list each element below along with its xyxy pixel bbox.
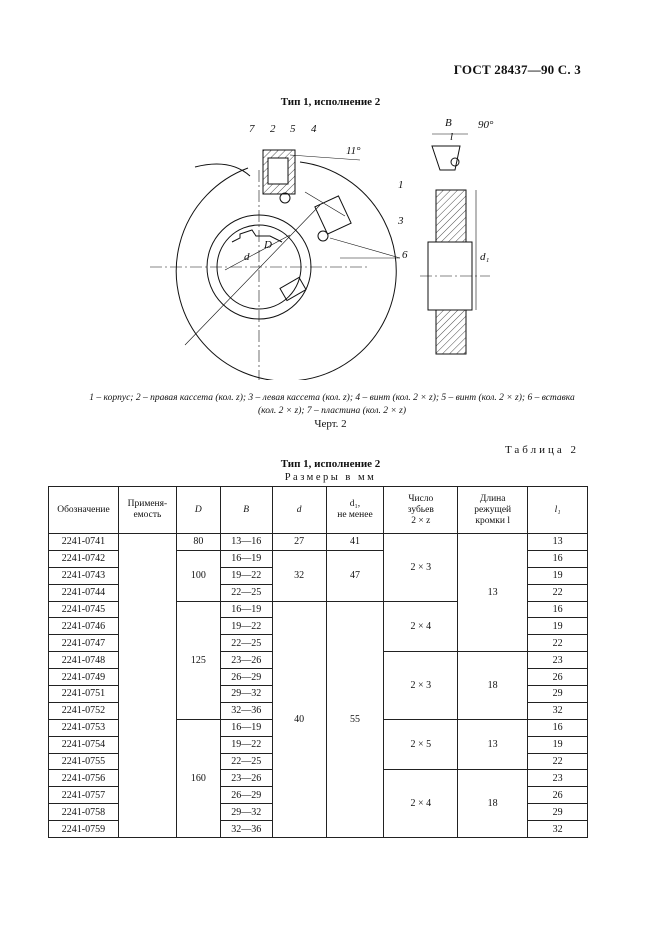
cell-B: 19—22	[220, 618, 272, 635]
cell-l1: 16	[528, 601, 588, 618]
cell-edge-length: 18	[458, 652, 528, 720]
cell-B: 22—25	[220, 753, 272, 770]
cell-D: 160	[176, 719, 220, 837]
cell-l1: 26	[528, 787, 588, 804]
cell-D: 100	[176, 550, 220, 601]
cell-code: 2241-0751	[49, 686, 119, 703]
table-title: Тип 1, исполнение 2	[280, 458, 381, 470]
cell-l1: 16	[528, 550, 588, 567]
cell-l1: 13	[528, 534, 588, 551]
cell-applicability	[118, 534, 176, 838]
cell-l1: 19	[528, 736, 588, 753]
callout-2: 2	[270, 123, 276, 135]
angle-90: 90°	[478, 119, 494, 131]
cell-edge-length: 13	[458, 719, 528, 770]
cell-code: 2241-0745	[49, 601, 119, 618]
cell-B: 29—32	[220, 804, 272, 821]
cell-D: 125	[176, 601, 220, 719]
cell-B: 16—19	[220, 550, 272, 567]
figure-label: Черт. 2	[314, 418, 347, 430]
table-label: Таблица 2	[504, 444, 579, 456]
cell-edge-length: 13	[458, 534, 528, 652]
cell-l1: 32	[528, 821, 588, 838]
cell-d1: 41	[326, 534, 384, 551]
cutter-front-view	[150, 150, 400, 380]
cell-l1: 29	[528, 804, 588, 821]
cell-code: 2241-0753	[49, 719, 119, 736]
cell-code: 2241-0754	[49, 736, 119, 753]
cell-l1: 22	[528, 584, 588, 601]
cell-l1: 29	[528, 686, 588, 703]
cell-B: 22—25	[220, 635, 272, 652]
figure-title: Тип 1, исполнение 2	[280, 96, 381, 108]
cell-code: 2241-0752	[49, 702, 119, 719]
cell-code: 2241-0747	[49, 635, 119, 652]
dim-l: l	[450, 131, 454, 143]
header-l1: l₁	[528, 487, 588, 534]
header-B: B	[220, 487, 272, 534]
cell-B: 32—36	[220, 702, 272, 719]
header-d: d	[272, 487, 326, 534]
cell-d: 40	[272, 601, 326, 837]
table-units: Размеры в мм	[284, 472, 377, 483]
cell-B: 26—29	[220, 669, 272, 686]
cell-teeth: 2 × 3	[384, 652, 458, 720]
dim-B: B	[445, 117, 452, 129]
header-teeth: Число зубьев 2 × z	[384, 487, 458, 534]
page-header: ГОСТ 28437—90 С. 3	[453, 62, 581, 77]
cell-code: 2241-0743	[49, 567, 119, 584]
cell-d1: 47	[326, 550, 384, 601]
callout-3: 3	[398, 215, 404, 227]
caption-line-2: (кол. 2 × z); 7 – пластина (кол. 2 × z)	[257, 406, 407, 416]
technical-drawing	[0, 110, 661, 380]
cell-code: 2241-0744	[49, 584, 119, 601]
cell-l1: 16	[528, 719, 588, 736]
cell-l1: 19	[528, 567, 588, 584]
cell-l1: 22	[528, 635, 588, 652]
angle-11: 11°	[346, 145, 361, 157]
cell-B: 23—26	[220, 770, 272, 787]
callout-4: 4	[311, 123, 317, 135]
header-edge-length: Длина режущей кромки l	[458, 487, 528, 534]
cell-code: 2241-0741	[49, 534, 119, 551]
dim-d1: d₁	[480, 251, 490, 263]
cell-d: 32	[272, 550, 326, 601]
header-designation: Обозначение	[49, 487, 119, 534]
callout-1: 1	[398, 179, 404, 191]
callout-6: 6	[402, 249, 408, 261]
cell-l1: 23	[528, 652, 588, 669]
cell-l1: 26	[528, 669, 588, 686]
figure-caption	[52, 392, 612, 418]
cell-edge-length: 18	[458, 770, 528, 838]
cell-l1: 32	[528, 702, 588, 719]
cell-code: 2241-0756	[49, 770, 119, 787]
caption-line-1: 1 – корпус; 2 – правая кассета (кол. z); 3 – левая кассета (кол. z); 4 – винт (кол. 2 × z); 5 – винт (кол. 2 × z); 6 – вставка	[89, 393, 575, 403]
cell-B: 29—32	[220, 686, 272, 703]
header-applicability: Применя- емость	[118, 487, 176, 534]
cell-teeth: 2 × 4	[384, 601, 458, 652]
cell-l1: 22	[528, 753, 588, 770]
dim-d: d	[244, 251, 250, 263]
cell-B: 19—22	[220, 736, 272, 753]
cell-code: 2241-0749	[49, 669, 119, 686]
header-D: D	[176, 487, 220, 534]
cell-teeth: 2 × 5	[384, 719, 458, 770]
cell-code: 2241-0757	[49, 787, 119, 804]
table-header-row	[49, 487, 588, 534]
cell-B: 19—22	[220, 567, 272, 584]
dimensions-table	[48, 486, 588, 838]
cell-code: 2241-0746	[49, 618, 119, 635]
cell-teeth: 2 × 4	[384, 770, 458, 838]
cell-B: 23—26	[220, 652, 272, 669]
cell-B: 13—16	[220, 534, 272, 551]
cell-l1: 23	[528, 770, 588, 787]
dim-D: D	[264, 239, 272, 251]
cutter-section-view	[420, 134, 490, 354]
cell-code: 2241-0742	[49, 550, 119, 567]
table-row	[49, 534, 588, 551]
cell-code: 2241-0759	[49, 821, 119, 838]
cell-D: 80	[176, 534, 220, 551]
cell-code: 2241-0758	[49, 804, 119, 821]
cell-B: 26—29	[220, 787, 272, 804]
cell-d: 27	[272, 534, 326, 551]
callout-5: 5	[290, 123, 296, 135]
cell-d1: 55	[326, 601, 384, 837]
cell-B: 32—36	[220, 821, 272, 838]
cell-B: 16—19	[220, 719, 272, 736]
callout-7: 7	[249, 123, 255, 135]
cell-code: 2241-0748	[49, 652, 119, 669]
cell-teeth: 2 × 3	[384, 534, 458, 602]
cell-code: 2241-0755	[49, 753, 119, 770]
cell-B: 22—25	[220, 584, 272, 601]
cell-B: 16—19	[220, 601, 272, 618]
header-d1: d₁, не менее	[326, 487, 384, 534]
cell-l1: 19	[528, 618, 588, 635]
